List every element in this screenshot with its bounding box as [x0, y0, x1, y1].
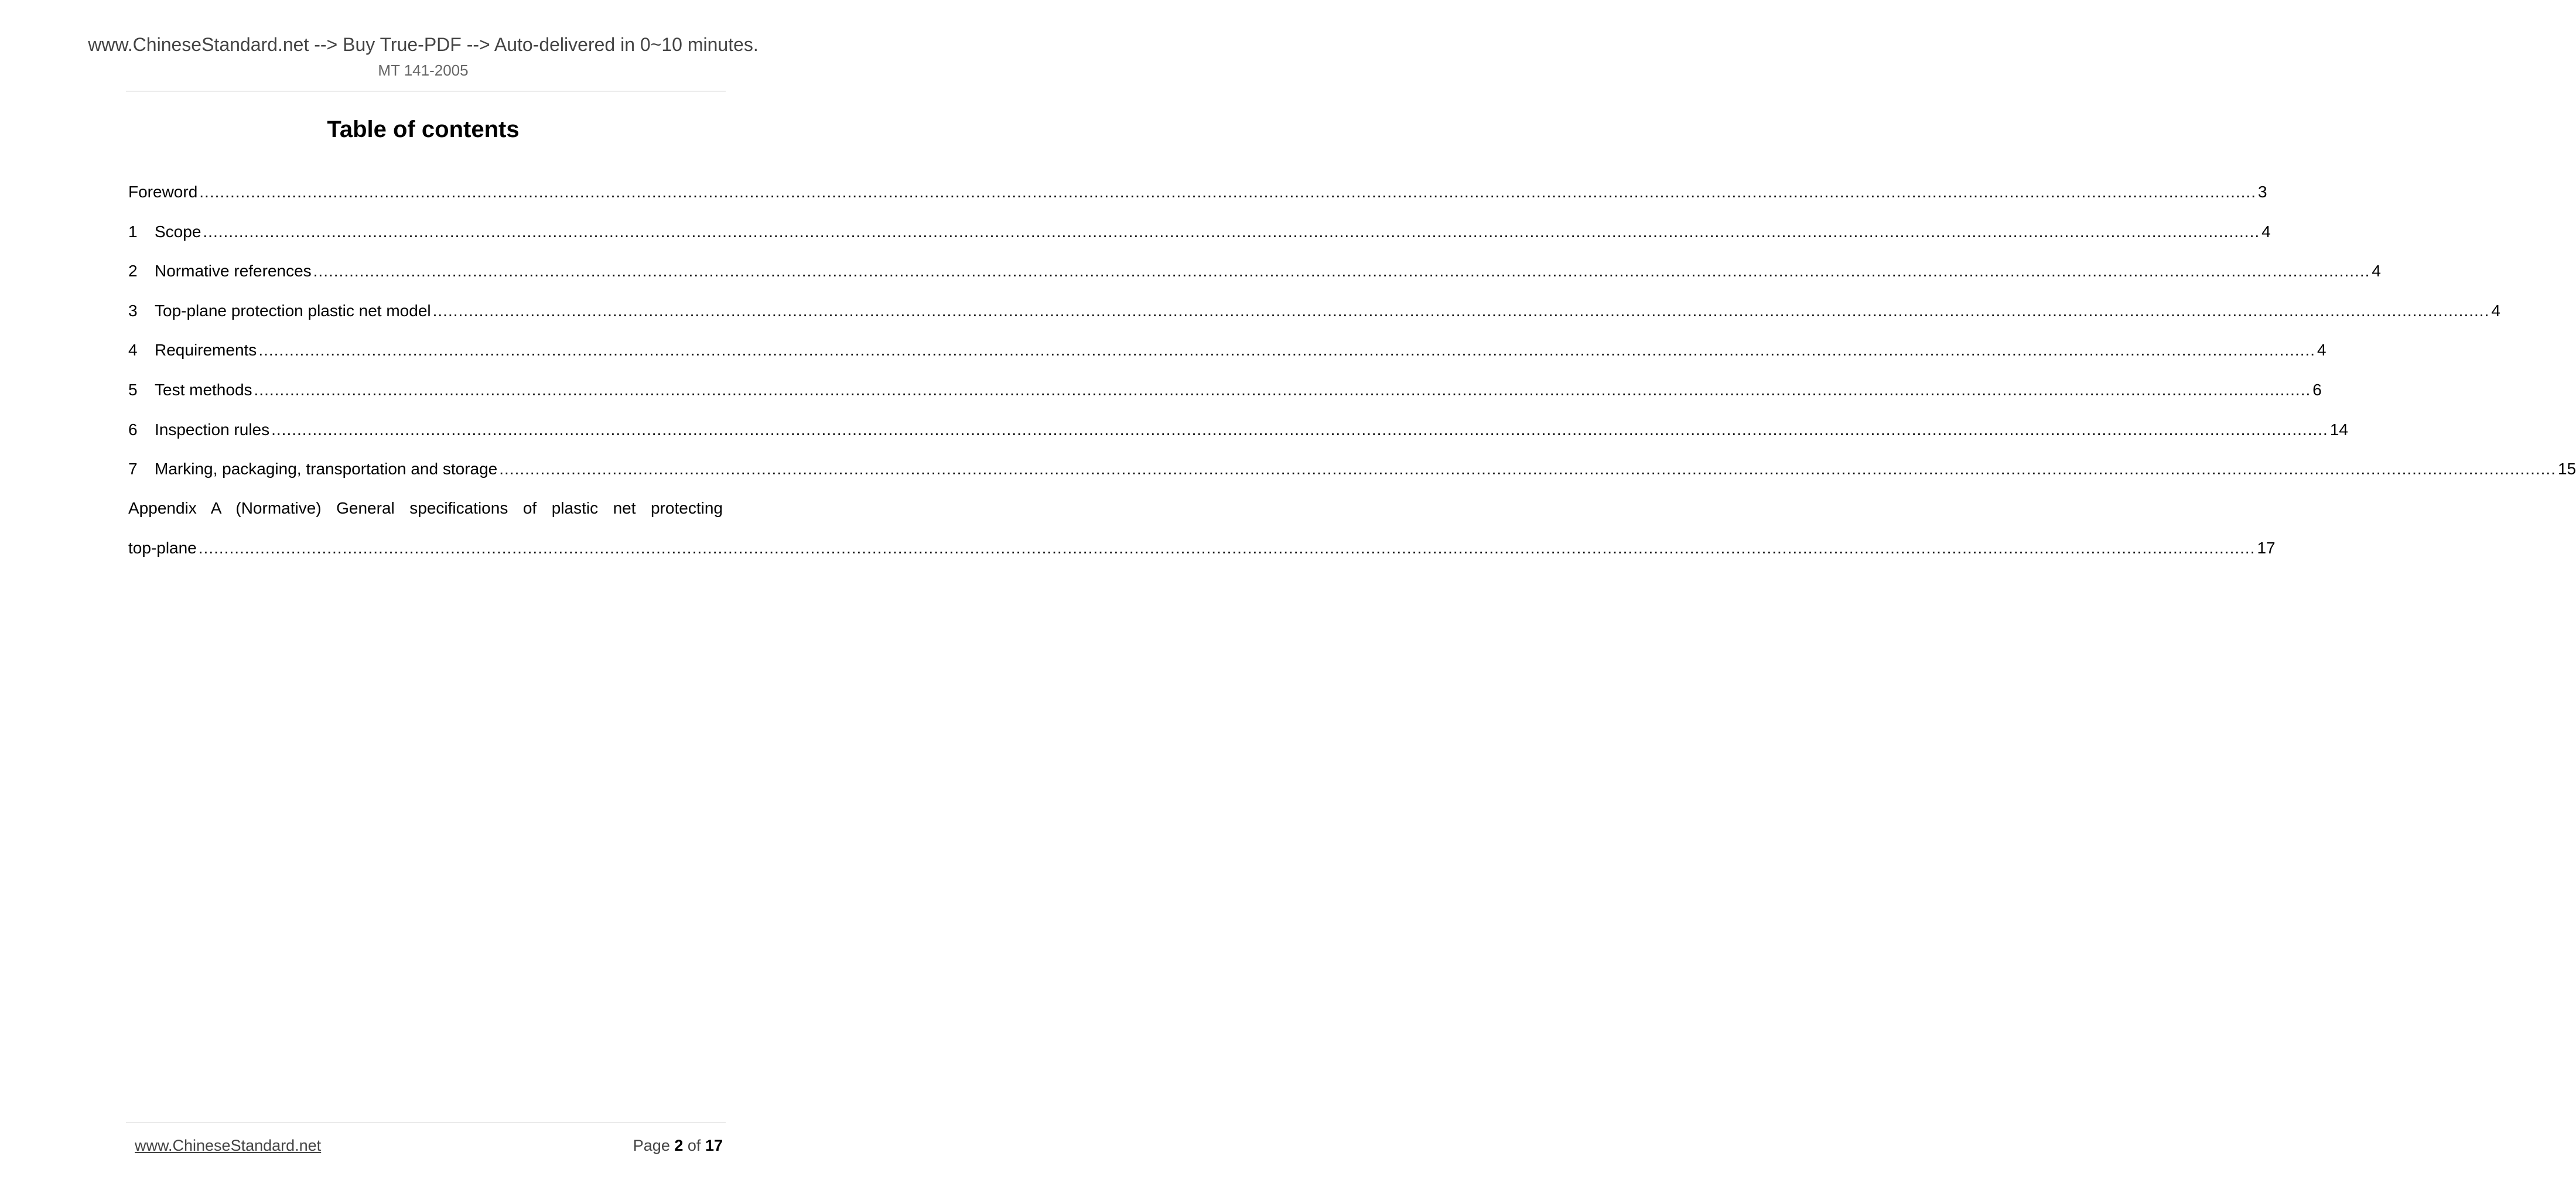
toc-entry-label: Marking, packaging, transportation and storage — [155, 460, 498, 478]
toc-leader-dots: ................................................................................................................................................................................................................................................................................................................................................................................................................ — [199, 183, 2256, 201]
toc-leader-dots: ................................................................................................................................................................................................................................................................................................................................................................................................................ — [432, 302, 2490, 320]
toc-leader-dots: ................................................................................................................................................................................................................................................................................................................................................................................................................ — [254, 381, 2311, 399]
toc-leader-dots: ................................................................................................................................................................................................................................................................................................................................................................................................................ — [313, 262, 2370, 280]
page-prefix: Page — [633, 1137, 670, 1154]
footer-page-number — [633, 1135, 723, 1156]
toc-entry-scope[interactable] — [128, 220, 2271, 244]
toc-entry-label: top-plane — [128, 539, 197, 557]
toc-entry-number: 2 — [128, 262, 138, 280]
toc-entry-number: 1 — [128, 223, 138, 241]
toc-entry-number: 3 — [128, 302, 138, 320]
page-of: of — [687, 1137, 701, 1154]
toc-leader-dots: ................................................................................................................................................................................................................................................................................................................................................................................................................ — [198, 539, 2256, 557]
toc-entry-page: 3 — [2257, 183, 2267, 201]
toc-entry-requirements[interactable] — [128, 338, 2326, 362]
toc-leader-dots: ................................................................................................................................................................................................................................................................................................................................................................................................................ — [258, 341, 2316, 359]
page-title: Table of contents — [327, 117, 520, 142]
toc-leader-dots: ................................................................................................................................................................................................................................................................................................................................................................................................................ — [203, 223, 2260, 241]
toc-entry-label: Test methods — [155, 381, 252, 399]
toc-leader-dots: ................................................................................................................................................................................................................................................................................................................................................................................................................ — [271, 420, 2328, 439]
toc-entry-marking-packaging[interactable] — [128, 457, 2576, 481]
toc-entry-page: 4 — [2317, 341, 2326, 359]
page-total: 17 — [705, 1137, 723, 1154]
toc-entry-foreword[interactable] — [128, 180, 2267, 204]
document-code: MT 141-2005 — [378, 61, 469, 79]
header-banner: www.ChineseStandard.net --> Buy True-PDF --> Auto-delivered in 0~10 minutes. — [88, 34, 759, 55]
toc-entry-appendix-a-line2[interactable] — [128, 536, 2276, 560]
toc-entry-label: Foreword — [128, 183, 198, 201]
toc-entry-page: 4 — [2372, 262, 2381, 280]
toc-entry-page: 4 — [2261, 223, 2271, 241]
page-current: 2 — [674, 1137, 684, 1154]
toc-leader-dots: ................................................................................................................................................................................................................................................................................................................................................................................................................ — [499, 460, 2556, 478]
toc-entry-page: 14 — [2329, 420, 2348, 439]
toc-entry-label: Normative references — [155, 262, 312, 280]
toc-entry-inspection-rules[interactable] — [128, 418, 2348, 442]
toc-entry-number: 5 — [128, 381, 138, 399]
toc-entry-label: Inspection rules — [155, 420, 270, 439]
toc-entry-net-model[interactable] — [128, 299, 2500, 323]
toc-entry-page: 15 — [2557, 460, 2576, 478]
footer-site-link[interactable]: www.ChineseStandard.net — [135, 1137, 322, 1154]
toc-entry-number: 6 — [128, 420, 138, 439]
toc-entry-page: 4 — [2491, 302, 2500, 320]
toc-entry-number: 4 — [128, 341, 138, 359]
toc-entry-appendix-a-line1[interactable]: Appendix A (Normative) General specifications of plastic net protecting — [128, 499, 723, 517]
toc-entry-test-methods[interactable] — [128, 378, 2322, 402]
toc-entry-page: 17 — [2257, 539, 2276, 557]
toc-entry-number: 7 — [128, 460, 138, 478]
toc-entry-normative-references[interactable] — [128, 259, 2381, 283]
toc-entry-page: 6 — [2312, 381, 2322, 399]
toc-entry-label: Top-plane protection plastic net model — [155, 302, 431, 320]
toc-entry-label: Scope — [155, 223, 201, 241]
toc-entry-label: Requirements — [155, 341, 257, 359]
